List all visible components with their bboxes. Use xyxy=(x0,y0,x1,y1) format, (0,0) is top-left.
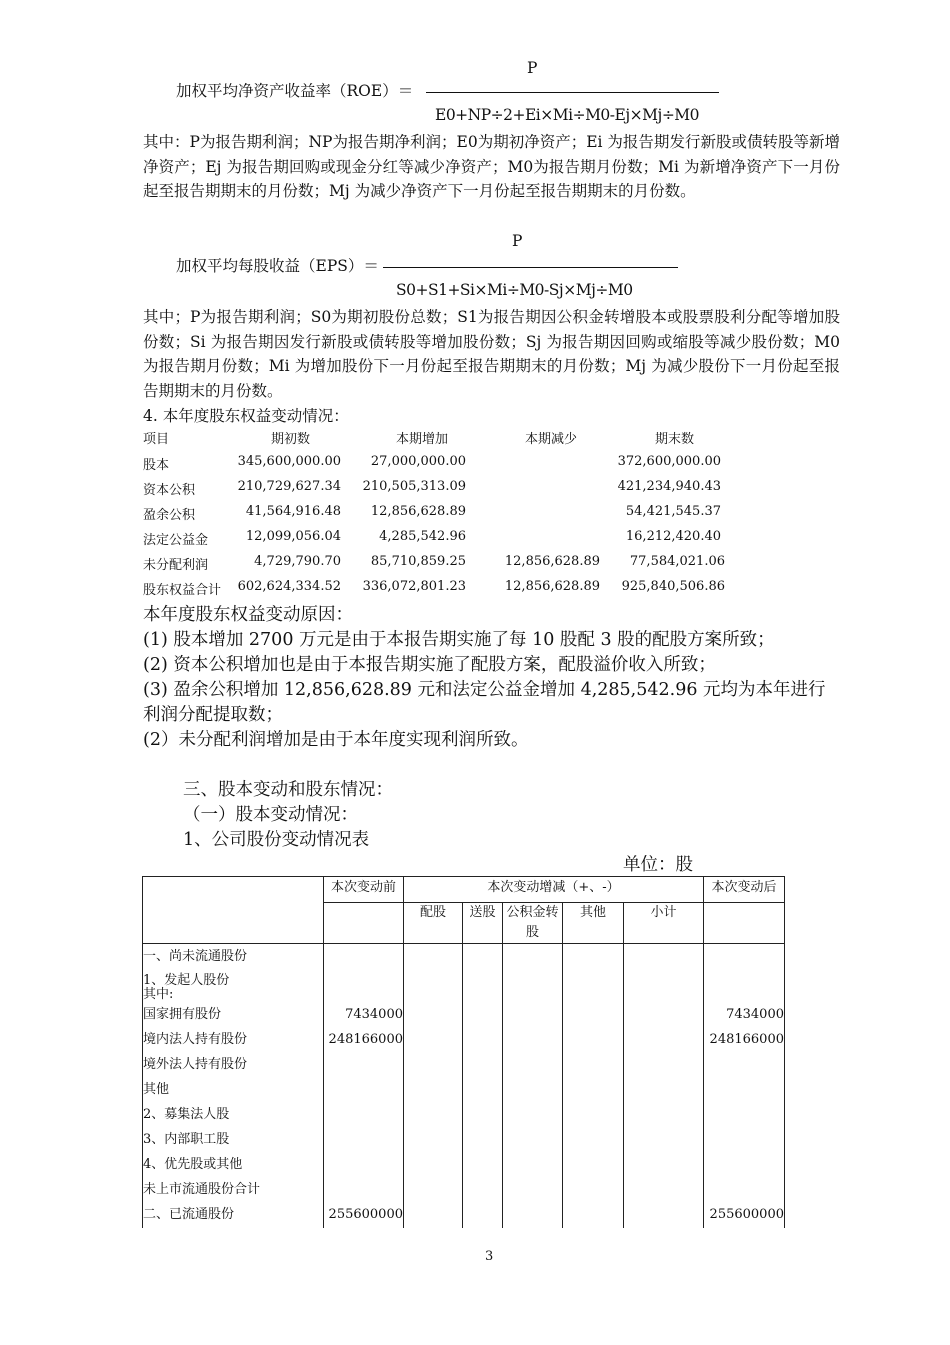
row-label: 1、发起人股份 xyxy=(143,973,230,988)
equity-cell-item: 股本 xyxy=(143,458,170,473)
equity-cell-end: 372,600,000.00 xyxy=(617,454,721,469)
equity-cell-increase: 4,285,542.96 xyxy=(379,529,466,544)
after-values-column xyxy=(704,944,785,1228)
page-number: 3 xyxy=(485,1249,494,1264)
equity-row xyxy=(143,454,743,478)
equity-cell-begin: 4,729,790.70 xyxy=(254,554,341,569)
other-column xyxy=(563,944,624,1228)
equity-cell-begin: 41,564,916.48 xyxy=(245,504,341,519)
col-before-header: 本次变动前 xyxy=(324,877,404,903)
equity-header-increase: 本期增加 xyxy=(396,432,449,447)
equity-cell-begin: 345,600,000.00 xyxy=(237,454,341,469)
equity-cell-increase: 27,000,000.00 xyxy=(370,454,466,469)
row-label-note: 其中: xyxy=(143,987,174,1002)
equity-header-item: 项目 xyxy=(143,432,170,447)
equity-row xyxy=(143,529,743,553)
row-label: 3、内部职工股 xyxy=(143,1132,230,1147)
row-label: 境内法人持有股份 xyxy=(143,1032,248,1047)
row-label: 其他 xyxy=(143,1082,170,1097)
col-after-header: 本次变动后 xyxy=(704,877,785,903)
equity-cell-increase: 85,710,859.25 xyxy=(370,554,466,569)
equity-cell-item: 未分配利润 xyxy=(143,558,209,573)
row-label: 4、优先股或其他 xyxy=(143,1157,243,1172)
eps-label: 加权平均每股收益（EPS）＝ xyxy=(176,257,379,275)
eps-numerator: P xyxy=(512,232,523,250)
roe-fraction-bar xyxy=(426,92,719,93)
equity-cell-end: 16,212,420.40 xyxy=(625,529,721,544)
share-change-table xyxy=(142,876,785,1228)
equity-cell-item: 法定公益金 xyxy=(143,533,209,548)
col-before-sub xyxy=(324,903,404,944)
before-values-column xyxy=(324,944,404,1228)
roe-denominator: E0+NP÷2+Ei×Mi÷M0-Ej×Mj÷M0 xyxy=(435,106,700,124)
eps-denominator: S0+S1+Si×Mi÷M0-Sj×Mj÷M0 xyxy=(396,281,633,299)
col-after-sub xyxy=(704,903,785,944)
reasons-heading: 本年度股东权益变动原因： xyxy=(143,605,353,625)
equity-cell-increase: 336,072,801.23 xyxy=(362,579,466,594)
row-label: 国家拥有股份 xyxy=(143,1007,222,1022)
equity-cell-item: 盈余公积 xyxy=(143,508,196,523)
roe-numerator: P xyxy=(527,59,538,77)
reason-item: (3) 盈余公积增加 12,856,628.89 元和法定公益金增加 4,285,542.96 元均为本年进行利润分配提取数； xyxy=(143,680,826,725)
equity-cell-increase: 12,856,628.89 xyxy=(370,504,466,519)
equity-header-row xyxy=(143,428,743,452)
bonus-shares-column xyxy=(463,944,503,1228)
reserve-transfer-column xyxy=(503,944,563,1228)
col-change-header: 本次变动增减（+、-） xyxy=(404,877,704,903)
before-value: 7434000 xyxy=(345,1007,403,1022)
roe-label: 加权平均净资产收益率（ROE）＝ xyxy=(176,82,414,100)
row-label: 2、募集法人股 xyxy=(143,1107,230,1122)
reason-item: (2）未分配利润增加是由于本年度实现利润所致。 xyxy=(143,730,529,750)
equity-cell-increase: 210,505,313.09 xyxy=(362,479,466,494)
equity-cell-end: 925,840,506.86 xyxy=(621,579,725,594)
equity-heading: 4. 本年度股东权益变动情况： xyxy=(143,407,349,425)
equity-cell-begin: 210,729,627.34 xyxy=(237,479,341,494)
unit-label: 单位：股 xyxy=(623,855,693,875)
section3-subtitle: （一）股本变动情况： xyxy=(183,805,358,825)
eps-note: 其中；P为报告期利润；S0为期初股份总数；S1为报告期因公积金转增股本或股票股利分配等增加股份数；Si 为报告期因发行新股或债转股等增加股份数；Sj 为报告期因回购或缩股等减少股份数；M0为报告期月份数；Mi 为增加股份下一月份起至报告期期末的月份数；Mj 为减少股份下一月份起至报告期期末的月份数。 xyxy=(143,308,840,400)
row-label: 二、已流通股份 xyxy=(143,1207,235,1222)
equity-header-begin: 期初数 xyxy=(271,432,311,447)
col-reserve-transfer: 公积金转股 xyxy=(503,903,563,944)
eps-fraction-bar xyxy=(383,267,678,268)
reason-item: (1) 股本增加 2700 万元是由于本报告期实施了每 10 股配 3 股的配股方案所致； xyxy=(143,630,775,650)
equity-row xyxy=(143,479,743,503)
row-labels-column xyxy=(143,944,324,1228)
equity-cell-end: 77,584,021.06 xyxy=(629,554,725,569)
equity-cell-begin: 602,624,334.52 xyxy=(237,579,341,594)
col-other: 其他 xyxy=(563,903,624,944)
col-bonus-shares: 送股 xyxy=(463,903,503,944)
after-value: 255600000 xyxy=(709,1207,784,1222)
equity-cell-end: 54,421,545.37 xyxy=(625,504,721,519)
col-subtotal: 小计 xyxy=(624,903,704,944)
section3-title: 三、股本变动和股东情况： xyxy=(183,780,393,800)
row-label: 未上市流通股份合计 xyxy=(143,1182,261,1197)
before-value: 255600000 xyxy=(328,1207,403,1222)
equity-cell-decrease: 12,856,628.89 xyxy=(504,554,600,569)
after-value: 248166000 xyxy=(709,1032,784,1047)
equity-cell-item: 股东权益合计 xyxy=(143,583,222,598)
after-value: 7434000 xyxy=(726,1007,784,1022)
row-label: 境外法人持有股份 xyxy=(143,1057,248,1072)
reason-item: (2) 资本公积增加也是由于本报告期实施了配股方案，配股溢价收入所致； xyxy=(143,655,716,675)
equity-cell-end: 421,234,940.43 xyxy=(617,479,721,494)
rights-issue-column xyxy=(404,944,463,1228)
roe-note: 其中：P为报告期利润；NP为报告期净利润；E0为期初净资产；Ei 为报告期发行新股或债转股等新增净资产；Ej 为报告期回购或现金分红等减少净资产；M0为报告期月份数；Mi 为新增净资产下一月份起至报告期期末的月份数；Mj 为减少净资产下一月份起至报告期期末的月份数。 xyxy=(143,133,840,200)
equity-row xyxy=(143,554,743,578)
header-blank-cell xyxy=(143,877,324,944)
equity-header-end: 期末数 xyxy=(655,432,695,447)
col-rights-issue: 配股 xyxy=(404,903,463,944)
equity-row xyxy=(143,579,743,603)
equity-cell-decrease: 12,856,628.89 xyxy=(504,579,600,594)
equity-header-decrease: 本期减少 xyxy=(525,432,578,447)
before-value: 248166000 xyxy=(328,1032,403,1047)
equity-cell-begin: 12,099,056.04 xyxy=(245,529,341,544)
equity-cell-item: 资本公积 xyxy=(143,483,196,498)
section3-item-title: 1、公司股份变动情况表 xyxy=(183,830,370,850)
equity-row xyxy=(143,504,743,528)
subtotal-column xyxy=(624,944,704,1228)
row-label: 一、尚未流通股份 xyxy=(143,949,248,964)
